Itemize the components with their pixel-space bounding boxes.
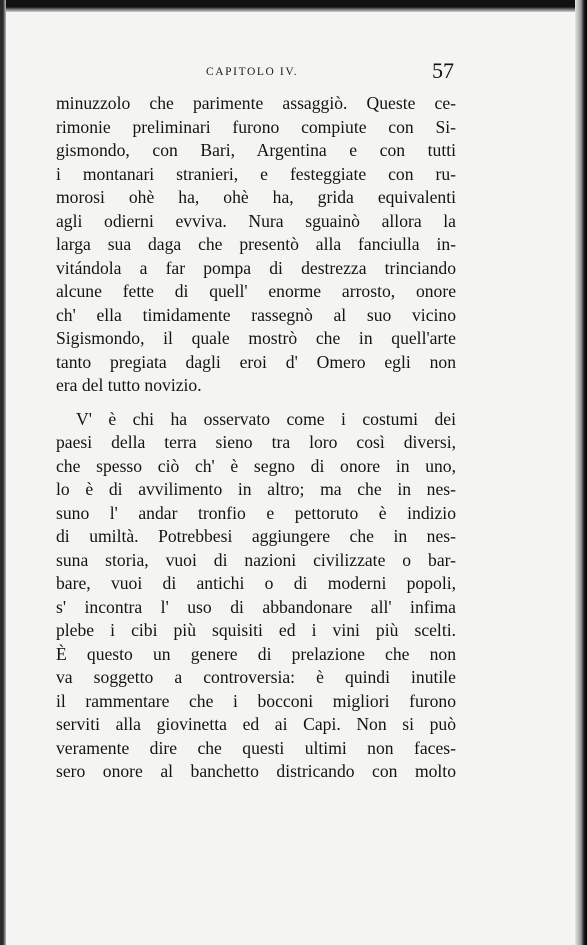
text-line: era del tutto novizio. [56, 375, 202, 395]
book-page [56, 56, 456, 784]
scan-top-edge [0, 0, 587, 12]
text-line: Sigismondo, il quale mostrò che in quell'arte [56, 328, 456, 348]
text-line: rimonie preliminari furono compiute con Si- [56, 116, 456, 137]
page-number: 57 [432, 58, 454, 83]
text-line: paesi della terra sieno tra loro così diversi, [56, 432, 456, 452]
paragraph-gap [56, 398, 456, 408]
text-line: plebe i cibi più squisiti ed i vini più scelti. [56, 620, 456, 640]
text-line: s' incontra l' uso di abbandonare all' infima [56, 596, 456, 617]
running-head [56, 56, 456, 92]
chapter-title: CAPITOLO IV. [206, 66, 299, 78]
text-line: bare, vuoi di antichi o di moderni popoli, [56, 573, 456, 593]
text-line: minuzzolo che parimente assaggiò. Queste ce- [56, 93, 456, 113]
scan-right-edge [575, 0, 587, 945]
text-line: va soggetto a controversia: è quindi inutile [56, 667, 456, 687]
text-line: sero onore al banchetto districando con molto [56, 761, 456, 781]
text-line: alcune fette di quell' enorme arrosto, onore [56, 281, 456, 301]
text-line: che spesso ciò ch' è segno di onore in uno, [56, 455, 456, 476]
text-line: vitándola a far pompa di destrezza trinciando [56, 257, 456, 278]
text-line: di umiltà. Potrebbesi aggiungere che in nes- [56, 526, 456, 546]
scan-left-edge [0, 0, 6, 945]
text-line: larga sua daga che presentò alla fanciulla in- [56, 234, 456, 254]
text-line: i montanari stranieri, e festeggiate con ru- [56, 163, 456, 184]
text-line: suna storia, vuoi di nazioni civilizzate o bar- [56, 549, 456, 570]
text-line: V' è chi ha osservato come i costumi dei [76, 408, 456, 429]
text-line: suno l' andar tronfio e pettoruto è indizio [56, 502, 456, 523]
text-line: ch' ella timidamente rassegnò al suo vicino [56, 304, 456, 325]
text-line: morosi ohè ha, ohè ha, grida equivalenti [56, 187, 456, 207]
text-line: serviti alla giovinetta ed ai Capi. Non si può [56, 714, 456, 734]
text-line: veramente dire che questi ultimi non faces- [56, 737, 456, 758]
text-line: gismondo, con Bari, Argentina e con tutti [56, 140, 456, 160]
text-line: lo è di avvilimento in altro; ma che in nes- [56, 479, 456, 499]
text-line: È questo un genere di prelazione che non [56, 643, 456, 664]
text-line: il rammentare che i bocconi migliori furono [56, 690, 456, 711]
text-line: tanto pregiata dagli eroi d' Omero egli non [56, 351, 456, 372]
text-line: agli odierni evviva. Nura sguainò allora la [56, 210, 456, 231]
paragraph-2 [56, 408, 456, 784]
paragraph-1 [56, 92, 456, 398]
body-text [56, 92, 456, 784]
